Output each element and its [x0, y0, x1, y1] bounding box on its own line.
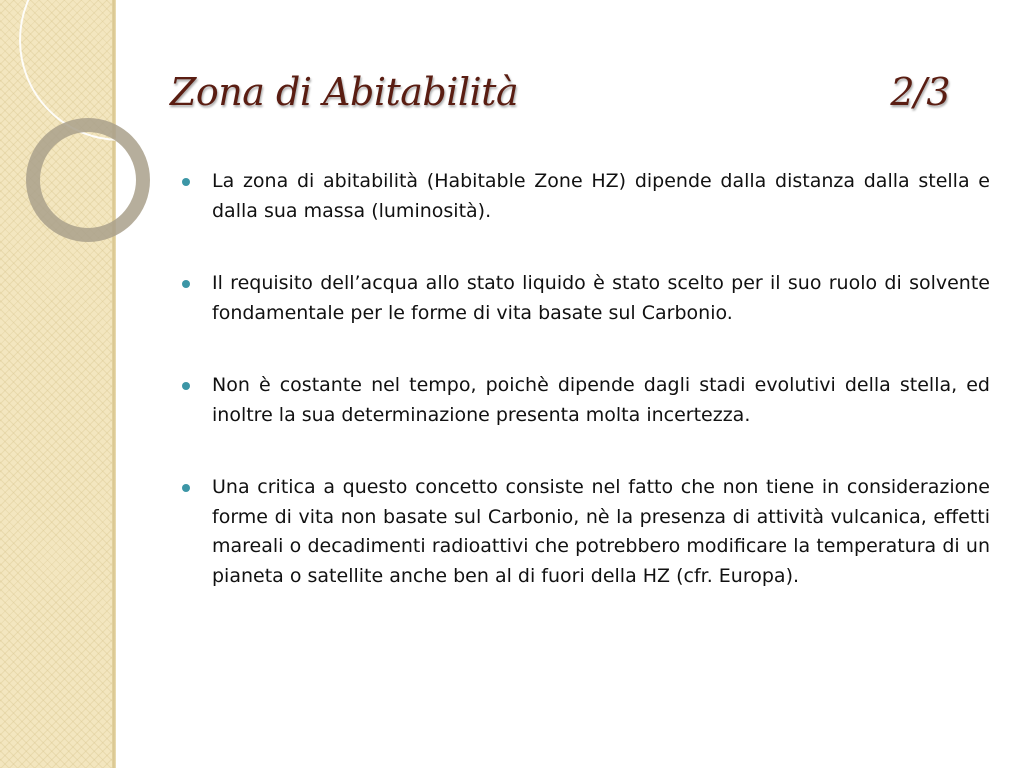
bullet-item: [182, 167, 990, 226]
bullet-dot-icon: [182, 280, 190, 288]
slide-title: [170, 70, 950, 126]
bullet-list: [182, 167, 990, 634]
bullet-item: [182, 269, 990, 328]
bullet-text: La zona di abitabilità (Habitable Zone HZ) dipende dalla distanza dalla stella e dalla sua massa (luminosità).: [212, 170, 990, 222]
bullet-text: Il requisito dell’acqua allo stato liquido è stato scelto per il suo ruolo di solvente fondamentale per le forme di vita basate sul Carbonio.: [212, 272, 990, 324]
decorative-rings: [0, 0, 200, 260]
thick-ring-decoration: [33, 125, 143, 235]
bullet-dot-icon: [182, 382, 190, 390]
bullet-text: Non è costante nel tempo, poichè dipende dagli stadi evolutivi della stella, ed inoltre la sua determinazione presenta molta incertezza.: [212, 374, 990, 426]
slide-title-text: Zona di Abitabilità: [170, 70, 519, 114]
bullet-item: [182, 371, 990, 430]
bullet-dot-icon: [182, 178, 190, 186]
bullet-item: [182, 473, 990, 591]
bullet-dot-icon: [182, 484, 190, 492]
bullet-text: Una critica a questo concetto consiste nel fatto che non tiene in considerazione forme di vita non basate sul Carbonio, nè la presenza di attività vulcanica, effetti mareali o decadimenti radioattivi che potrebbero modificare la temperatura di un pianeta o satellite anche ben al di fuori della HZ (cfr. Europa).: [212, 476, 990, 587]
slide-page-indicator: 2/3: [890, 70, 950, 114]
